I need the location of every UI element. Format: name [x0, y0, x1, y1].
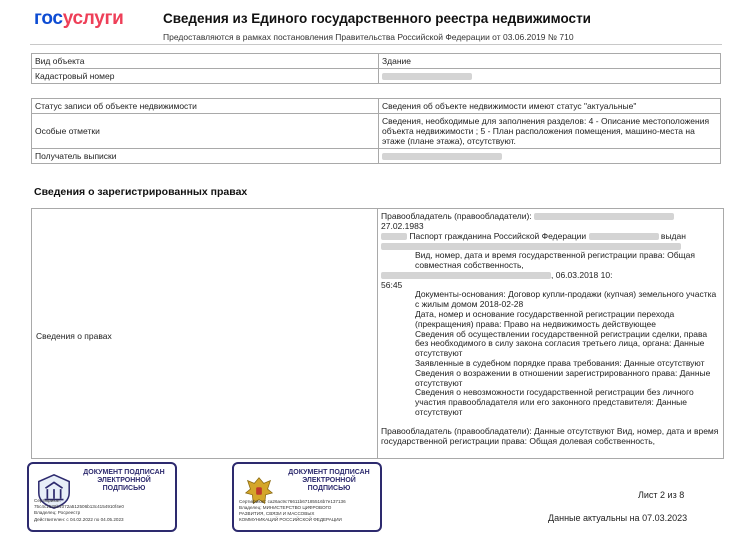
court-claims: Заявленные в судебном порядке права требования: Данные отсутствуют [415, 357, 705, 368]
e-signature-stamp-ministry: ДОКУМЕНТ ПОДПИСАН ЭЛЕКТРОННОЙ ПОДПИСЬЮ Сертификат: ca26ac9c76611b67185516b7e137136 Владелец: МИНИСТЕРСТВО ЦИФРОВОГО РАЗВИТИЯ, СВЯЗИ И МАССОВЫХ КОММУНИКАЦИЙ РОССИЙСКОЙ ФЕДЕРАЦИИ [232, 462, 382, 532]
e-signature-stamp-rosreestr: ДОКУМЕНТ ПОДПИСАН ЭЛЕКТРОННОЙ ПОДПИСЬЮ Сертификат: 75c4c1536b4072a512506b13c4154910f4e0 Владелец: Росреестр Действителен: с 04.02.2022 по 04.05.2023 [27, 462, 177, 532]
page-header [0, 0, 750, 44]
consent-info: Сведения об осуществлении государственной регистрации сделки, права без необходимого в силу закона согласия третьего лица, органа: Данные отсутствуют [415, 328, 708, 359]
basis-documents: Документы-основания: Договор купли-продажи (купчая) земельного участка с жилым домом 2018-02-28 [415, 289, 717, 310]
special-marks-label: Особые отметки [32, 114, 379, 149]
table-row [32, 69, 721, 84]
object-table [31, 53, 721, 84]
transfer-info: Дата, номер и основание государственной регистрации перехода (прекращения) права: Право на недвижимость действующее [415, 308, 675, 329]
redacted-text [381, 243, 681, 250]
redacted-text [382, 73, 472, 80]
status-table [31, 98, 721, 164]
object-type-label: Вид объекта [32, 54, 379, 69]
special-marks-value: Сведения, необходимые для заполнения разделов: 4 - Описание местоположения объекта недвижимости ; 5 - План расположения помещения, машино-места на этаже (плане этажа), отсутствуют. [379, 114, 721, 149]
recipient-value [379, 149, 721, 164]
document-title: Сведения из Единого государственного реестра недвижимости [163, 11, 591, 26]
gosuslugi-logo[interactable]: госуслуги [34, 8, 124, 29]
redacted-text [589, 233, 659, 240]
object-type-value: Здание [379, 54, 721, 69]
stamp-title: ДОКУМЕНТ ПОДПИСАН ЭЛЕКТРОННОЙ ПОДПИСЬЮ [83, 469, 165, 492]
birth-date: 27.02.1983 [381, 220, 424, 231]
rights-label-cell [32, 209, 378, 458]
rights-label: Сведения о правах [36, 331, 112, 341]
redacted-text [534, 213, 674, 220]
rights-value-cell: Правообладатель (правообладатели): 27.02.1983 Паспорт гражданина Российской Федерации выдан Вид, номер, дата и время государственной регистрации права: Общая совместная собственность, , 06.03.2018 10: 56:45 Документы-основания: Договор купли-продажи (купчая) земельного участка с жилым домом 2018-02-28 Дата, номер и основание государственной регистрации перехода (прекращения) права: Право на недвижимость действующее Сведения об осуществлении государственной регистрации сделки, права без необходимого в силу закона согласия третьего лица, органа: Данные отсутствуют Заявленные в судебном порядке права требования: Данные отсутствуют Сведения о возражении в отношении зарегистрированного права: Данные отсутствуют Сведения о невозможности государственной регистрации без личного участия правообладателя или его законного представителя: Данные отсутствуют Правообладатель (правообладатели): Данные отсутствуют Вид, номер, дата и время государственной регистрации права: Общая долевая собственность, [381, 212, 721, 446]
rights-table [31, 208, 724, 459]
recipient-label: Получатель выписки [32, 149, 379, 164]
table-row [32, 114, 721, 149]
objection-info: Сведения о возражении в отношении зарегистрированного права: Данные отсутствуют [415, 367, 711, 388]
redacted-text [382, 153, 502, 160]
redacted-text [381, 233, 407, 240]
cadastral-number-value [379, 69, 721, 84]
status-value: Сведения об объекте недвижимости имеют статус "актуальные" [379, 99, 721, 114]
impossibility-info: Сведения о невозможности государственной регистрации без личного участия правообладателя или его законного представителя: Данные отсутствуют [415, 387, 694, 417]
header-divider [30, 44, 722, 45]
owner2-info: Правообладатель (правообладатели): Данные отсутствуют Вид, номер, дата и время государственной регистрации права: Общая долевая собственность, [381, 425, 719, 446]
page-counter: Лист 2 из 8 [638, 490, 685, 500]
registration-info: Вид, номер, дата и время государственной регистрации права: Общая совместная собственность, [415, 250, 695, 270]
table-row [32, 149, 721, 164]
stamp-title: ДОКУМЕНТ ПОДПИСАН ЭЛЕКТРОННОЙ ПОДПИСЬЮ [288, 469, 370, 492]
document-subtitle: Предоставляются в рамках постановления Правительства Российской Федерации от 03.06.2019 № 710 [163, 32, 574, 42]
table-row [32, 54, 721, 69]
cadastral-number-label: Кадастровый номер [32, 69, 379, 84]
redacted-text [381, 272, 551, 279]
section-title: Сведения о зарегистрированных правах [34, 186, 248, 198]
passport-text: Паспорт гражданина Российской Федерации [409, 230, 587, 241]
data-actual-date: Данные актуальны на 07.03.2023 [548, 513, 688, 523]
status-label: Статус записи об объекте недвижимости [32, 99, 379, 114]
table-row [32, 99, 721, 114]
owner-prefix: Правообладатель (правообладатели): [381, 211, 532, 221]
